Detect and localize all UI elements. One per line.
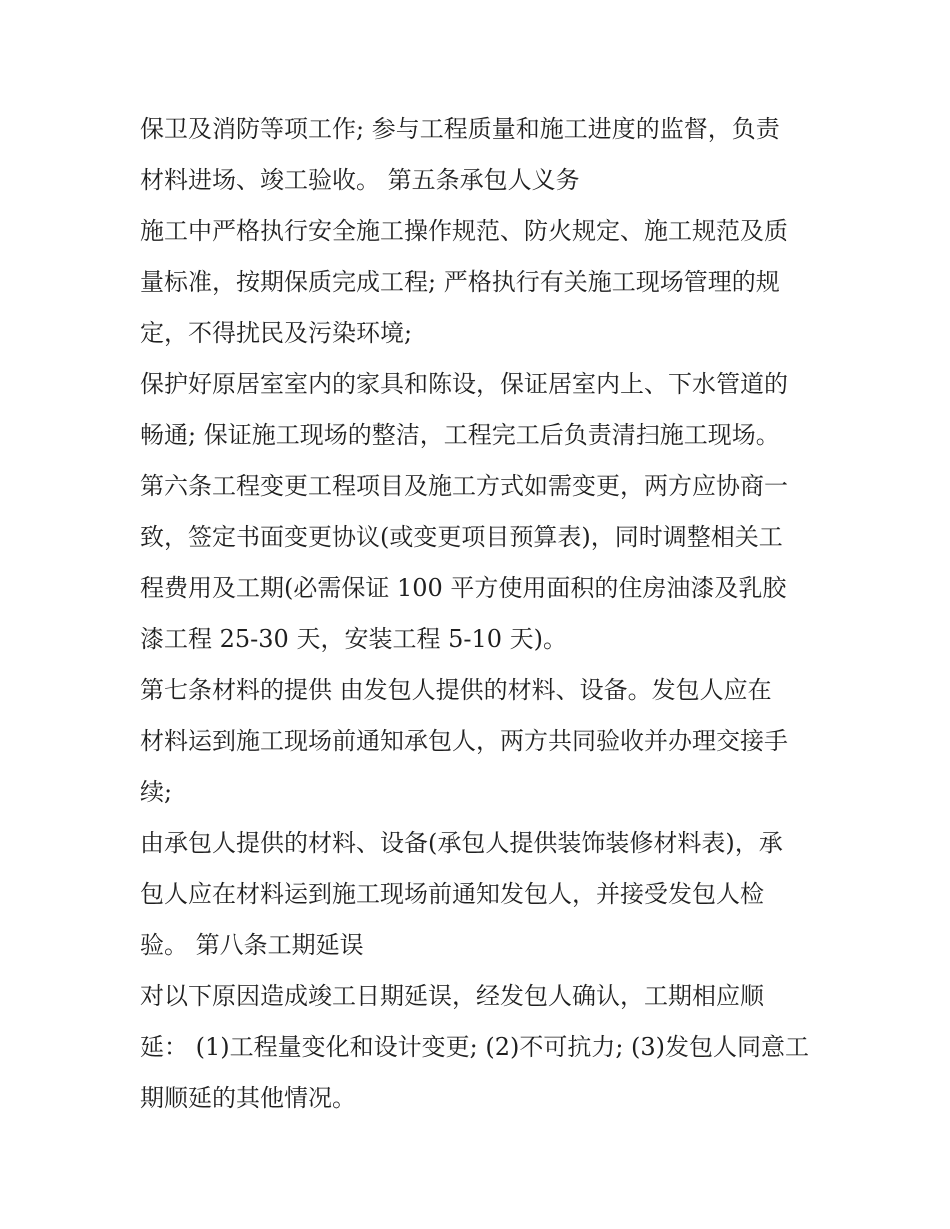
text-line: 畅通; 保证施工现场的整洁，工程完工后负责清扫施工现场。 [140,421,780,449]
text-line: 延： (1)工程量变化和设计变更; (2)不可抗力; (3)发包人同意工 [140,1033,810,1061]
text-line: 程费用及工期(必需保证 100 平方使用面积的住房油漆及乳胶 [140,574,787,602]
text-line: 施工中严格执行安全施工操作规范、防火规定、施工规范及质 [140,217,788,245]
text-line: 量标准，按期保质完成工程; 严格执行有关施工现场管理的规 [140,268,780,296]
text-line: 第七条材料的提供 由发包人提供的材料、设备。发包人应在 [140,676,772,704]
text-line: 定，不得扰民及污染环境; [140,319,413,347]
text-line: 致，签定书面变更协议(或变更项目预算表)，同时调整相关工 [140,523,783,551]
text-line: 对以下原因造成竣工日期延误，经发包人确认，工期相应顺 [140,982,764,1010]
text-line: 保护好原居室室内的家具和陈设，保证居室内上、下水管道的 [140,370,788,398]
text-line: 期顺延的其他情况。 [140,1084,356,1112]
text-line: 漆工程 25-30 天，安装工程 5-10 天)。 [140,625,567,653]
text-line: 包人应在材料运到施工现场前通知发包人，并接受发包人检 [140,880,764,908]
text-line: 材料进场、竣工验收。 第五条承包人义务 [140,166,580,194]
text-line: 由承包人提供的材料、设备(承包人提供装饰装修材料表)，承 [140,829,783,857]
text-line: 材料运到施工现场前通知承包人，两方共同验收并办理交接手 [140,727,788,755]
text-line: 续; [140,778,173,806]
text-line: 第六条工程变更工程项目及施工方式如需变更，两方应协商一 [140,472,788,500]
text-line: 保卫及消防等项工作; 参与工程质量和施工进度的监督，负责 [140,115,780,143]
text-line: 验。 第八条工期延误 [140,931,364,959]
document-body [140,104,820,1124]
